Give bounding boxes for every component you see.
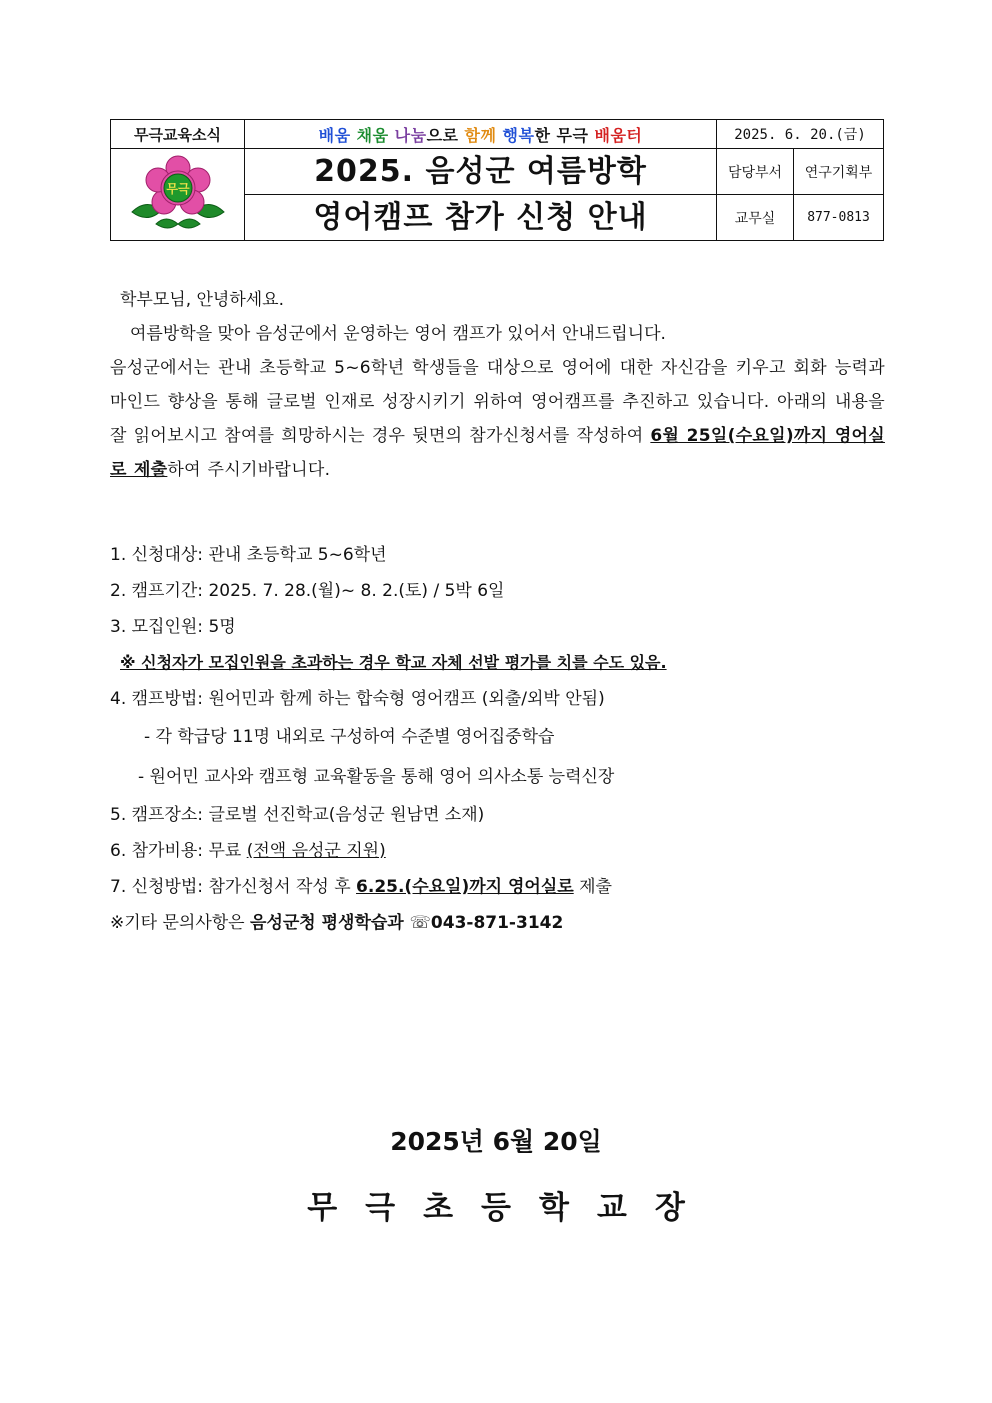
school-slogan xyxy=(245,120,717,149)
item-cost xyxy=(110,833,885,869)
greeting: 학부모님, 안녕하세요. xyxy=(120,290,285,310)
title-line-1: 2025. 음성군 여름방학 xyxy=(245,149,717,195)
cost-support: (전액 음성군 지원) xyxy=(246,841,386,861)
slogan-part: 채움 xyxy=(356,125,389,145)
selection-note: ※ 신청자가 모집인원을 초과하는 경우 학교 자체 선발 평가를 치를 수도 있음. xyxy=(120,653,667,672)
dept-value: 연구기획부 xyxy=(794,149,884,195)
school-emblem-icon xyxy=(126,154,230,232)
logo-text: 무극 xyxy=(165,181,190,196)
room-phone: 877-0813 xyxy=(794,195,884,241)
intro-line: 여름방학을 맞아 음성군에서 운영하는 영어 캠프가 있어서 안내드립니다. xyxy=(130,324,666,344)
newsletter-label: 무극교육소식 xyxy=(111,120,245,149)
item-capacity: 3. 모집인원: 5명 xyxy=(110,617,236,637)
inquiry-text: ※기타 문의사항은 xyxy=(110,913,251,933)
school-logo xyxy=(111,149,245,241)
info-list xyxy=(110,537,885,941)
dept-label: 담당부서 xyxy=(717,149,794,195)
slogan-part: 배움 xyxy=(318,125,351,145)
submission-deadline: 6월 25일(수요일)까지 영어실로 제출 xyxy=(110,426,885,480)
inquiry-note xyxy=(110,905,885,941)
slogan-part: 함께 xyxy=(464,125,497,145)
slogan-part: 배움터 xyxy=(594,125,643,145)
cost-text: 6. 참가비용: 무료 xyxy=(110,841,247,861)
closing-date: 2025년 6월 20일 xyxy=(390,1127,602,1156)
item-period: 2. 캠프기간: 2025. 7. 28.(월)~ 8. 2.(토) / 5박 6일 xyxy=(110,581,505,601)
title-line-2: 영어캠프 참가 신청 안내 xyxy=(245,195,717,241)
item-target: 1. 신청대상: 관내 초등학교 5~6학년 xyxy=(110,545,387,565)
item-place: 5. 캠프장소: 글로벌 선진학교(음성군 원남면 소재) xyxy=(110,805,485,825)
slogan-part: 한 무극 xyxy=(534,125,595,145)
slogan-part: 으로 xyxy=(426,125,465,145)
item-apply xyxy=(110,869,885,905)
intro-section xyxy=(110,283,885,487)
method-detail-1: - 각 학급당 11명 내외로 구성하여 수준별 영어집중학습 xyxy=(144,727,555,747)
method-detail-2: - 원어민 교사와 캠프형 교육활동을 통해 영어 의사소통 능력신장 xyxy=(138,767,615,787)
inquiry-contact: 음성군청 평생학습과 ☏043-871-3142 xyxy=(250,913,564,933)
issue-date: 2025. 6. 20.(금) xyxy=(717,120,884,149)
apply-suffix: 제출 xyxy=(573,877,612,897)
item-method: 4. 캠프방법: 원어민과 함께 하는 합숙형 영어캠프 (외출/외박 안됨) xyxy=(110,689,605,709)
header-table xyxy=(110,119,884,241)
room-label: 교무실 xyxy=(717,195,794,241)
slogan-part: 나눔 xyxy=(394,125,427,145)
intro-paragraph-text: 음성군에서는 관내 초등학교 5~6학년 학생들을 대상으로 영어에 대한 자신감을 키우고 회화 능력과 마인드 향상을 통해 글로벌 인재로 성장시키기 위하여 영어캠프를 추진하고 있습니다. 아래의 내용을 잘 읽어보시고 참여를 희망하시는 경우 뒷면의 참가신청서를 작성하여 xyxy=(110,358,885,446)
slogan-part: 행복 xyxy=(502,125,535,145)
intro-paragraph-end: 하여 주시기바랍니다. xyxy=(167,460,331,480)
apply-text: 7. 신청방법: 참가신청서 작성 후 xyxy=(110,877,357,897)
apply-deadline: 6.25.(수요일)까지 영어실로 xyxy=(356,877,574,897)
principal-signature: 무극초등학교장 xyxy=(307,1190,713,1226)
intro-paragraph xyxy=(110,351,885,487)
